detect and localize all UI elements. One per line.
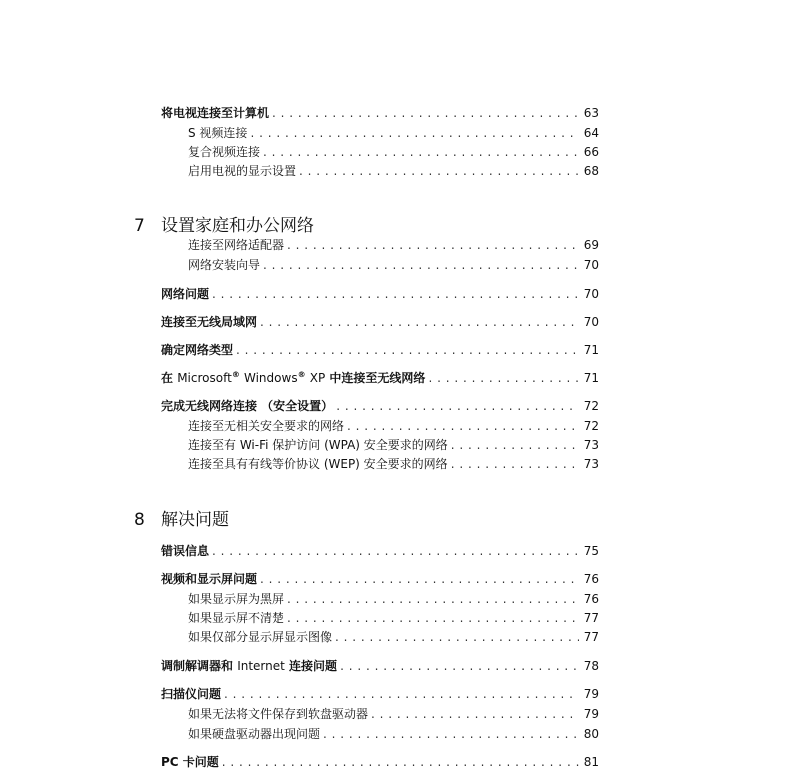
toc-entry-title: 连接至无线局域网 <box>161 315 258 329</box>
title-suffix: 中连接至无线网络 <box>329 371 426 385</box>
toc-subentry-title: 复合视频连接 <box>188 145 261 159</box>
title-prefix: 在 <box>161 371 174 385</box>
dot-leader <box>371 705 579 723</box>
toc-subentry-title: 如果显示屏不清楚 <box>188 611 285 625</box>
title-prefix: 调制解调器和 <box>161 659 234 673</box>
toc-subentry-title: 如果显示屏为黑屏 <box>188 592 285 606</box>
dot-leader <box>222 753 579 771</box>
toc-page-number: 79 <box>583 707 599 721</box>
brand-microsoft: Microsoft <box>177 371 232 385</box>
dot-leader <box>335 628 579 646</box>
dot-leader <box>287 236 579 254</box>
toc-subentry-title: 如果仅部分显示屏显示图像 <box>188 630 333 644</box>
title-suffix: 连接问题 <box>289 659 338 673</box>
toc-subentry-title: 网络安装向导 <box>188 258 261 272</box>
dot-leader <box>236 341 579 359</box>
toc-entry-title: 完成无线网络连接 （安全设置） <box>161 399 334 413</box>
toc-subentry[interactable] <box>188 590 599 608</box>
brand-windows: Windows <box>244 371 298 385</box>
dot-leader <box>287 609 579 627</box>
toc-page-number: 80 <box>583 727 599 741</box>
toc-page-number: 81 <box>583 755 599 769</box>
toc-entry-title <box>161 369 425 387</box>
toc-subentry[interactable] <box>188 256 599 274</box>
dot-leader <box>272 104 579 122</box>
toc-subentry-title: S 视频连接 <box>188 126 248 140</box>
toc-entry-modem[interactable] <box>161 657 599 675</box>
toc-entry[interactable] <box>161 341 599 359</box>
toc-page-number: 72 <box>583 399 599 413</box>
toc-entry[interactable] <box>161 542 599 560</box>
toc-subentry-title: 如果硬盘驱动器出现问题 <box>188 727 321 741</box>
dot-leader <box>336 397 579 415</box>
toc-entry-tv-connection[interactable] <box>161 104 599 122</box>
toc-page-number: 78 <box>583 659 599 673</box>
dot-leader <box>347 417 579 435</box>
toc-entry-title: 扫描仪问题 <box>161 687 222 701</box>
toc-entry-title: 确定网络类型 <box>161 343 234 357</box>
toc-page-number: 70 <box>583 287 599 301</box>
toc-page-number: 75 <box>583 544 599 558</box>
toc-subentry[interactable] <box>188 436 599 454</box>
toc-subentry[interactable] <box>188 725 599 743</box>
toc-subentry[interactable] <box>188 143 599 161</box>
dot-leader <box>340 657 579 675</box>
toc-page-number: 71 <box>583 343 599 357</box>
toc-page-number: 70 <box>583 315 599 329</box>
toc-page-number: 71 <box>583 371 599 385</box>
toc-subentry-title: 连接至具有有线等价协议 (WEP) 安全要求的网络 <box>188 457 448 471</box>
toc-page-number: 73 <box>583 438 599 452</box>
toc-entry-title: 网络问题 <box>161 287 210 301</box>
dot-leader <box>250 124 579 142</box>
dot-leader <box>260 570 579 588</box>
dot-leader <box>323 725 579 743</box>
toc-subentry-title: 连接至网络适配器 <box>188 238 285 252</box>
toc-page-number: 77 <box>583 630 599 644</box>
toc-page-number: 63 <box>583 106 599 120</box>
registered-mark: ® <box>231 370 240 379</box>
chapter-heading-8 <box>134 508 229 532</box>
toc-entry[interactable] <box>161 753 599 771</box>
toc-subentry[interactable] <box>188 705 599 723</box>
toc-page-number: 73 <box>583 457 599 471</box>
toc-entry-title: 错误信息 <box>161 544 210 558</box>
toc-page-number: 72 <box>583 419 599 433</box>
chapter-heading-7 <box>134 214 314 238</box>
toc-page-number: 76 <box>583 592 599 606</box>
dot-leader <box>263 256 579 274</box>
chapter-number: 7 <box>134 216 145 236</box>
toc-subentry[interactable] <box>188 628 599 646</box>
toc-page-number: 77 <box>583 611 599 625</box>
toc-entry-title: PC 卡问题 <box>161 755 219 769</box>
toc-entry-title: 将电视连接至计算机 <box>161 106 270 120</box>
toc-subentry-title: 如果无法将文件保存到软盘驱动器 <box>188 707 369 721</box>
toc-entry[interactable] <box>161 285 599 303</box>
dot-leader <box>428 369 579 387</box>
dot-leader <box>299 162 579 180</box>
toc-subentry[interactable] <box>188 417 599 435</box>
toc-entry-windows-wireless[interactable] <box>161 369 599 387</box>
brand-xp: XP <box>309 371 326 385</box>
toc-page-number: 70 <box>583 258 599 272</box>
dot-leader <box>212 285 579 303</box>
toc-subentry-title: 连接至无相关安全要求的网络 <box>188 419 345 433</box>
brand-internet: Internet <box>237 659 285 673</box>
toc-subentry[interactable] <box>188 124 599 142</box>
chapter-title: 解决问题 <box>161 510 229 530</box>
toc-entry-title <box>161 657 337 675</box>
toc-subentry[interactable] <box>188 162 599 180</box>
toc-page-number: 69 <box>583 238 599 252</box>
toc-subentry-title: 连接至有 Wi-Fi 保护访问 (WPA) 安全要求的网络 <box>188 438 448 452</box>
toc-subentry[interactable] <box>188 236 599 254</box>
chapter-title: 设置家庭和办公网络 <box>161 216 314 236</box>
toc-subentry[interactable] <box>188 455 599 473</box>
chapter-number: 8 <box>134 510 145 530</box>
toc-entry[interactable] <box>161 397 599 415</box>
toc-entry-title: 视频和显示屏问题 <box>161 572 258 586</box>
toc-page-number: 79 <box>583 687 599 701</box>
toc-page-number: 64 <box>583 126 599 140</box>
toc-entry[interactable] <box>161 313 599 331</box>
toc-entry[interactable] <box>161 685 599 703</box>
dot-leader <box>263 143 579 161</box>
toc-subentry[interactable] <box>188 609 599 627</box>
dot-leader <box>212 542 579 560</box>
toc-page-number: 68 <box>583 164 599 178</box>
toc-page-number: 66 <box>583 145 599 159</box>
registered-mark: ® <box>297 370 306 379</box>
dot-leader <box>224 685 579 703</box>
dot-leader <box>451 455 579 473</box>
toc-entry[interactable] <box>161 570 599 588</box>
dot-leader <box>287 590 579 608</box>
dot-leader <box>260 313 579 331</box>
toc-page-number: 76 <box>583 572 599 586</box>
dot-leader <box>451 436 579 454</box>
toc-subentry-title: 启用电视的显示设置 <box>188 164 297 178</box>
